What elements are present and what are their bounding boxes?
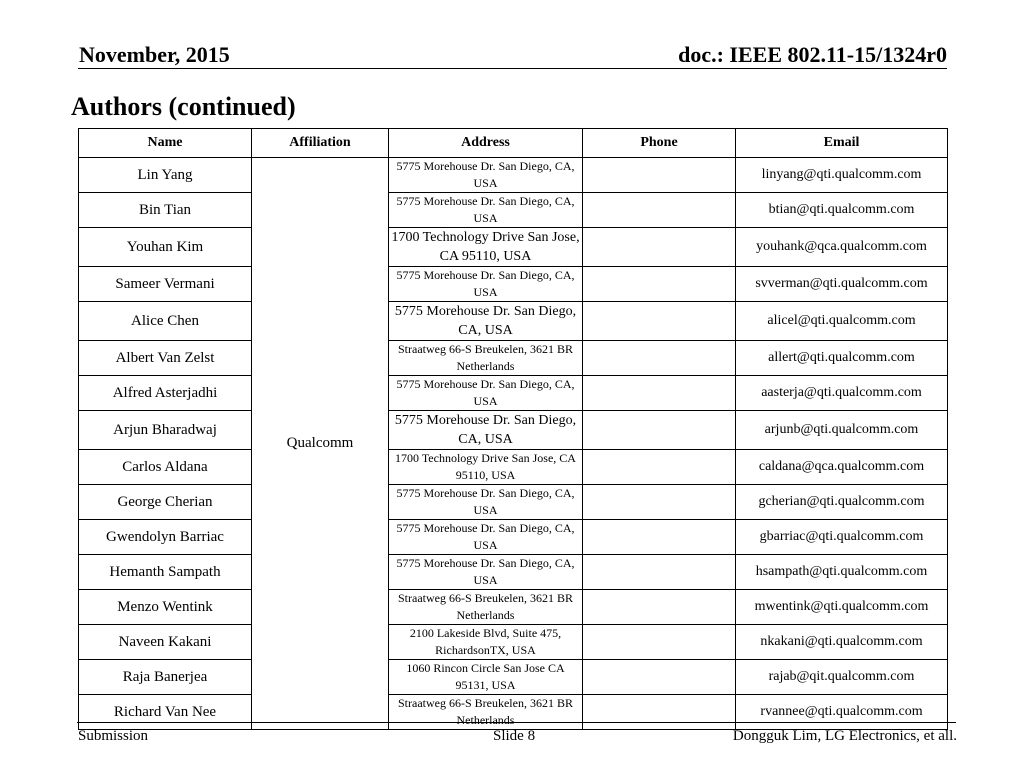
author-name: Albert Van Zelst [79, 341, 252, 376]
author-phone [583, 158, 736, 193]
author-name: Naveen Kakani [79, 625, 252, 660]
author-phone [583, 302, 736, 341]
author-name: Sameer Vermani [79, 267, 252, 302]
col-header-email: Email [736, 129, 948, 158]
slide-title: Authors (continued) [71, 92, 296, 121]
author-name: Bin Tian [79, 193, 252, 228]
author-email: nkakani@qti.qualcomm.com [736, 625, 948, 660]
table-row [79, 485, 948, 520]
author-address: 1060 Rincon Circle San Jose CA 95131, USA [389, 660, 583, 695]
author-email: arjunb@qti.qualcomm.com [736, 411, 948, 450]
author-address: 5775 Morehouse Dr. San Diego, CA, USA [389, 267, 583, 302]
author-name: Alfred Asterjadhi [79, 376, 252, 411]
table-row [79, 590, 948, 625]
table-row [79, 302, 948, 341]
author-email: gbarriac@qti.qualcomm.com [736, 520, 948, 555]
table-row [79, 555, 948, 590]
table-row [79, 411, 948, 450]
author-email: mwentink@qti.qualcomm.com [736, 590, 948, 625]
table-row [79, 376, 948, 411]
author-address: 5775 Morehouse Dr. San Diego, CA, USA [389, 193, 583, 228]
author-address: 5775 Morehouse Dr. San Diego, CA, USA [389, 555, 583, 590]
author-email: aasterja@qti.qualcomm.com [736, 376, 948, 411]
col-header-affiliation: Affiliation [252, 129, 389, 158]
author-name: Raja Banerjea [79, 660, 252, 695]
footer-rule [77, 722, 956, 723]
author-phone [583, 228, 736, 267]
author-email: rajab@qit.qualcomm.com [736, 660, 948, 695]
author-phone [583, 695, 736, 730]
author-email: youhank@qca.qualcomm.com [736, 228, 948, 267]
author-address: Straatweg 66-S Breukelen, 3621 BR Netherlands [389, 695, 583, 730]
author-phone [583, 193, 736, 228]
footer-submission: Submission [78, 728, 149, 744]
header-rule [78, 68, 947, 69]
author-email: gcherian@qti.qualcomm.com [736, 485, 948, 520]
author-address: Straatweg 66-S Breukelen, 3621 BR Netherlands [389, 590, 583, 625]
col-header-address: Address [389, 129, 583, 158]
author-phone [583, 485, 736, 520]
author-phone [583, 376, 736, 411]
table-row [79, 158, 948, 193]
author-name: George Cherian [79, 485, 252, 520]
author-email: rvannee@qti.qualcomm.com [736, 695, 948, 730]
author-name: Alice Chen [79, 302, 252, 341]
table-row [79, 695, 948, 730]
footer-authors: Dongguk Lim, LG Electronics, et all. [732, 728, 957, 744]
table-row [79, 450, 948, 485]
author-name: Arjun Bharadwaj [79, 411, 252, 450]
author-name: Menzo Wentink [79, 590, 252, 625]
author-name: Gwendolyn Barriac [79, 520, 252, 555]
author-address: 5775 Morehouse Dr. San Diego, CA, USA [389, 158, 583, 193]
header-doc-id: doc.: IEEE 802.11-15/1324r0 [678, 42, 947, 67]
author-email: alicel@qti.qualcomm.com [736, 302, 948, 341]
author-phone [583, 520, 736, 555]
table-row [79, 341, 948, 376]
table-row [79, 520, 948, 555]
col-header-name: Name [79, 129, 252, 158]
authors-table [78, 128, 948, 730]
table-header-row [79, 129, 948, 158]
author-phone [583, 450, 736, 485]
author-address: 5775 Morehouse Dr. San Diego, CA, USA [389, 376, 583, 411]
author-address: 5775 Morehouse Dr. San Diego, CA, USA [389, 485, 583, 520]
author-email: btian@qti.qualcomm.com [736, 193, 948, 228]
table-row [79, 660, 948, 695]
author-phone [583, 625, 736, 660]
author-address: 1700 Technology Drive San Jose, CA 95110, USA [389, 228, 583, 267]
author-phone [583, 341, 736, 376]
author-email: caldana@qca.qualcomm.com [736, 450, 948, 485]
author-address: 2100 Lakeside Blvd, Suite 475, RichardsonTX, USA [389, 625, 583, 660]
author-address: 1700 Technology Drive San Jose, CA 95110, USA [389, 450, 583, 485]
author-email: linyang@qti.qualcomm.com [736, 158, 948, 193]
author-name: Richard Van Nee [79, 695, 252, 730]
author-email: svverman@qti.qualcomm.com [736, 267, 948, 302]
footer-slide-number: Slide 8 [493, 728, 536, 744]
author-phone [583, 411, 736, 450]
author-address: Straatweg 66-S Breukelen, 3621 BR Netherlands [389, 341, 583, 376]
author-phone [583, 590, 736, 625]
table-row [79, 228, 948, 267]
author-phone [583, 555, 736, 590]
affiliation-cell: Qualcomm [252, 158, 389, 730]
author-address: 5775 Morehouse Dr. San Diego, CA, USA [389, 302, 583, 341]
header-date: November, 2015 [79, 42, 230, 67]
author-address: 5775 Morehouse Dr. San Diego, CA, USA [389, 520, 583, 555]
table-row [79, 625, 948, 660]
author-email: allert@qti.qualcomm.com [736, 341, 948, 376]
author-email: hsampath@qti.qualcomm.com [736, 555, 948, 590]
col-header-phone: Phone [583, 129, 736, 158]
author-phone [583, 660, 736, 695]
author-name: Hemanth Sampath [79, 555, 252, 590]
author-name: Youhan Kim [79, 228, 252, 267]
table-row [79, 267, 948, 302]
author-phone [583, 267, 736, 302]
table-row [79, 193, 948, 228]
author-name: Lin Yang [79, 158, 252, 193]
author-address: 5775 Morehouse Dr. San Diego, CA, USA [389, 411, 583, 450]
author-name: Carlos Aldana [79, 450, 252, 485]
